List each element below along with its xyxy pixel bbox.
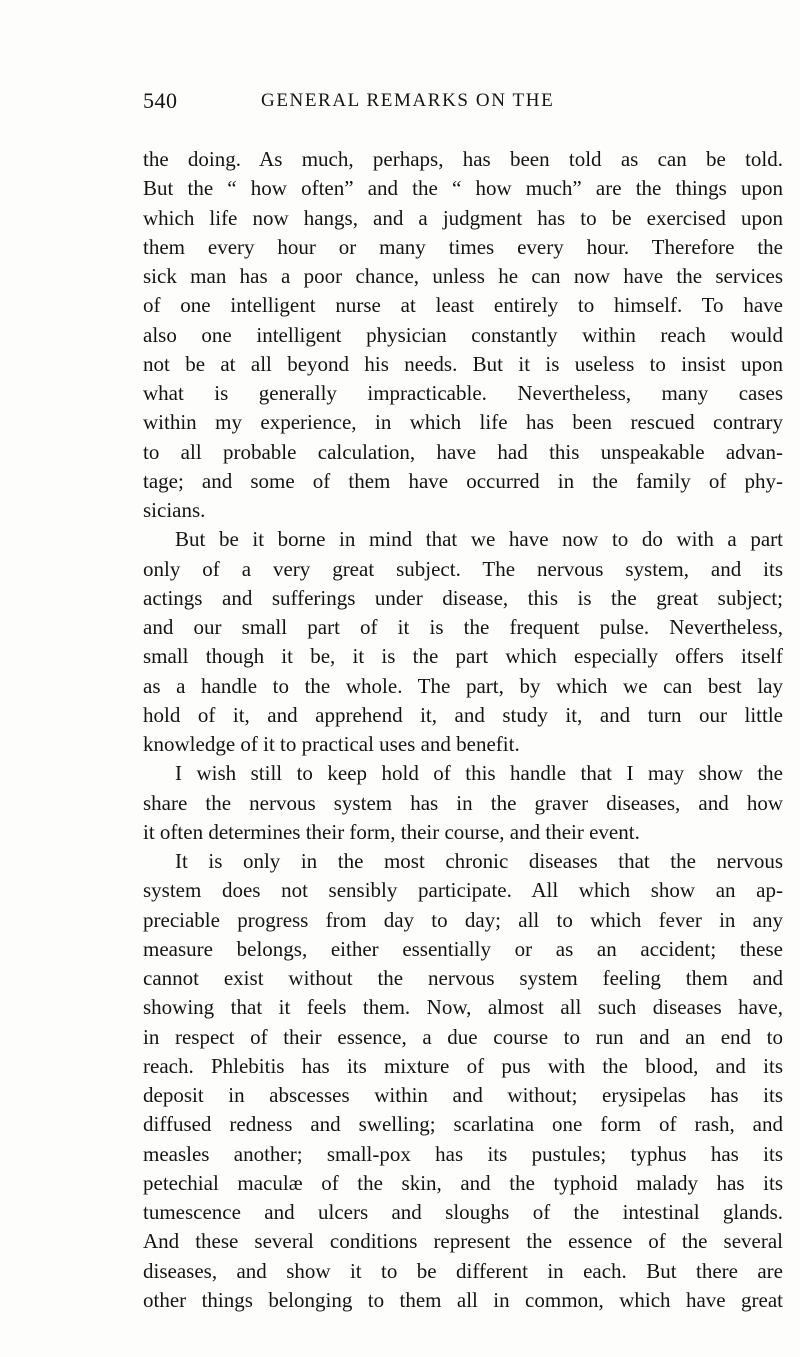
text-line: system does not sensibly participate. All which show an ap- [143,878,783,903]
text-line: and our small part of it is the frequent pulse. Nevertheless, [143,615,783,639]
text-line: And these several conditions represent the essence of the several [143,1229,783,1254]
text-line: tage; and some of them have occurred in the family of phy- [143,468,783,493]
text-line: them every hour or many times every hour. Therefore the [143,234,783,259]
running-head-title: GENERAL REMARKS ON THE [261,90,555,111]
text-line: it often determines their form, their course, and their event. [143,819,640,844]
text-line: small though it be, it is the part which especially offers itself [143,644,783,669]
text-line: actings and sufferings under disease, this is the great subject; [143,585,783,610]
text-line: preciable progress from day to day; all to which fever in any [143,907,783,932]
text-line: sick man has a poor chance, unless he can now have the services [143,264,783,288]
text-line: But the “ how often” and the “ how much” are the things upon [143,176,783,201]
text-line: not be at all beyond his needs. But it is useless to insist upon [143,351,783,376]
text-line: It is only in the most chronic diseases that the nervous [175,849,783,873]
text-line: as a handle to the whole. The part, by which we can best lay [143,673,783,698]
text-line: only of a very great subject. The nervous system, and its [143,556,783,581]
text-line: which life now hangs, and a judgment has to be exercised upon [143,205,783,230]
text-line: diffused redness and swelling; scarlatina one form of rash, and [143,1112,783,1137]
text-line: showing that it feels them. Now, almost all such diseases have, [143,995,783,1020]
body-text [143,145,783,1315]
text-line: knowledge of it to practical uses and benefit. [143,732,520,756]
running-head [143,88,783,116]
text-line: reach. Phlebitis has its mixture of pus with the blood, and its [143,1053,783,1078]
text-line: sicians. [143,498,206,522]
text-line: cannot exist without the nervous system feeling them and [143,966,783,990]
text-line: hold of it, and apprehend it, and study it, and turn our little [143,702,783,727]
text-line: deposit in abscesses within and without; erysipelas has its [143,1083,783,1107]
text-line: of one intelligent nurse at least entirely to himself. To have [143,293,783,318]
text-line: I wish still to keep hold of this handle that I may show the [175,761,783,786]
page-number: 540 [143,88,178,113]
text-line: within my experience, in which life has been rescued contrary [143,410,783,435]
text-line: measles another; small-pox has its pustules; typhus has its [143,1141,783,1166]
text-line: tumescence and ulcers and sloughs of the intestinal glands. [143,1200,783,1224]
text-line: also one intelligent physician constantly within reach would [143,322,783,347]
text-line: petechial maculæ of the skin, and the typhoid malady has its [143,1170,783,1195]
text-line: to all probable calculation, have had this unspeakable advan- [143,439,783,464]
text-line: But be it borne in mind that we have now to do with a part [175,527,783,552]
text-line: share the nervous system has in the graver diseases, and how [143,790,783,815]
text-line: diseases, and show it to be different in each. But there are [143,1258,783,1283]
text-line: in respect of their essence, a due course to run and an end to [143,1024,783,1049]
text-line: the doing. As much, perhaps, has been told as can be told. [143,147,783,171]
text-line: other things belonging to them all in common, which have great [143,1287,783,1312]
text-line: measure belongs, either essentially or as an accident; these [143,936,783,961]
text-line: what is generally impracticable. Nevertheless, many cases [143,381,783,405]
